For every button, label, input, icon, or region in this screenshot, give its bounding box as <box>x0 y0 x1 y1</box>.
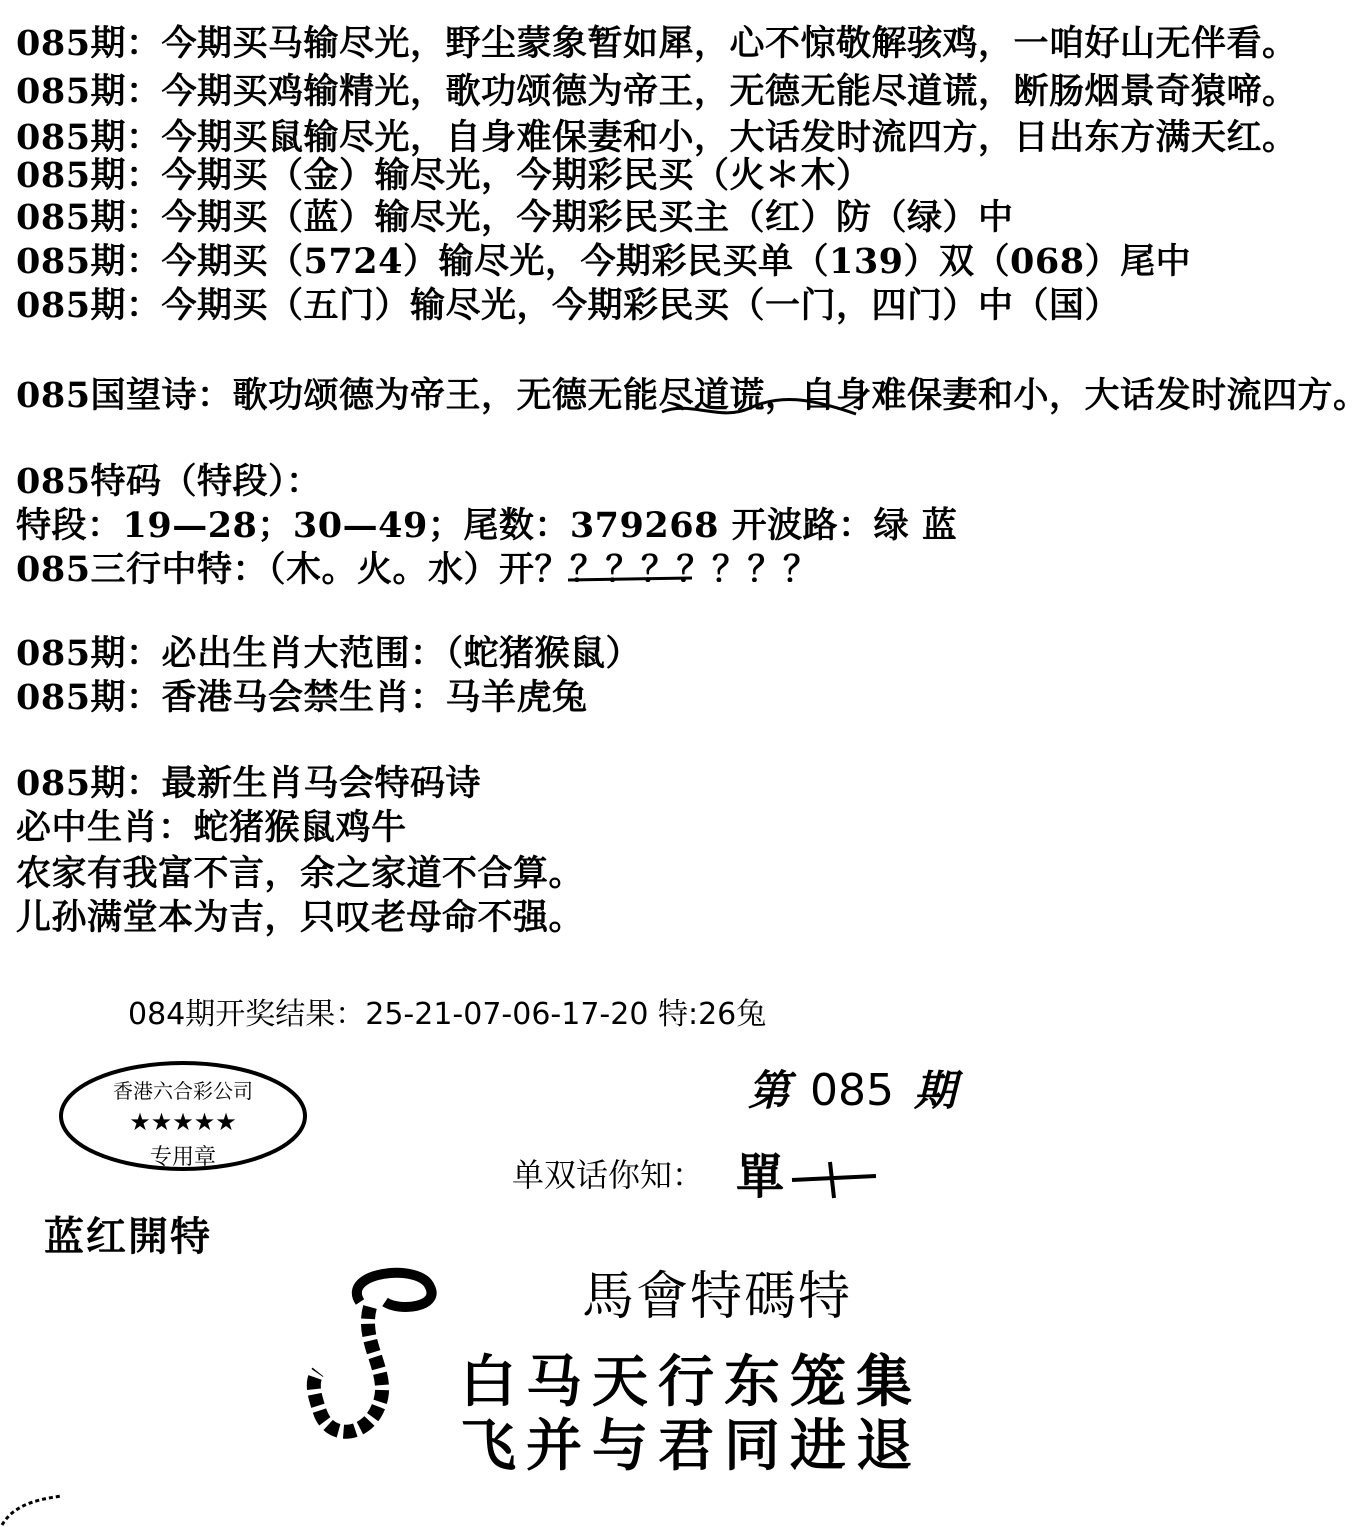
odd-even-hint: 单双话你知： <box>512 1156 705 1194</box>
special-code-heading: 085特码（特段）： <box>16 461 322 502</box>
text-line-4: 085期：今期买（金）输尽光，今期彩民买（火＊木） <box>16 155 872 196</box>
handwritten-scribble <box>660 394 860 424</box>
text-line-1: 085期：今期买马输尽光，野尘蒙象暂如犀，心不惊敬解骇鸡，一咱好山无伴看。 <box>16 23 1298 64</box>
horse-poem-line-1: 白马天行东笼集 <box>460 1350 922 1415</box>
snake-illustration <box>300 1262 450 1452</box>
horse-club-title: 馬會特碼特 <box>582 1267 853 1327</box>
national-poem: 085国望诗：歌功颂德为帝王，无德无能尽道谎，自身难保妻和小，大话发时流四方。 <box>16 375 1369 416</box>
three-elements-line: 085三行中特：（木。火。水）开？？？？？？？？ <box>16 549 819 590</box>
text-line-3: 085期：今期买鼠输尽光，自身难保妻和小，大话发时流四方，日出东方满天红。 <box>16 117 1298 158</box>
seal-bottom-text: 专用章 <box>149 1145 216 1170</box>
seal-stars: ★★★★★ <box>129 1108 237 1136</box>
seal-top-text: 香港六合彩公司 <box>113 1079 253 1103</box>
must-zodiac-line: 必中生肖：蛇猪猴鼠鸡牛 <box>16 807 407 848</box>
issue-suffix: 期 <box>914 1066 957 1115</box>
zodiac-range-line: 085期：必出生肖大范围：（蛇猪猴鼠） <box>16 633 642 674</box>
issue-number <box>748 1058 956 1118</box>
answer-scribble <box>790 1160 880 1200</box>
text-line-2: 085期：今期买鸡输精光，歌功颂德为帝王，无德无能尽道谎，断肠烟景奇猿啼。 <box>16 71 1298 112</box>
text-line-7: 085期：今期买（五门）输尽光，今期彩民买（一门，四门）中（国） <box>16 285 1121 326</box>
banned-zodiac-line: 085期：香港马会禁生肖：马羊虎兔 <box>16 677 588 718</box>
corner-scribble <box>0 1488 70 1527</box>
special-range-line: 特段：19—28；30—49；尾数：379268 开波路：绿 蓝 <box>16 505 958 546</box>
previous-result: 084期开奖结果：25-21-07-06-17-20 特:26兔 <box>128 997 767 1032</box>
issue-number-value: 085 <box>810 1065 894 1116</box>
poem-heading: 085期：最新生肖马会特码诗 <box>16 763 482 804</box>
text-line-6: 085期：今期买（5724）输尽光，今期彩民买单（139）双（068）尾中 <box>16 241 1192 282</box>
underline-stroke <box>566 574 696 586</box>
horse-poem-line-2: 飞并与君同进退 <box>460 1414 922 1479</box>
text-line-5: 085期：今期买（蓝）输尽光，今期彩民买主（红）防（绿）中 <box>16 197 1014 238</box>
poem-line-1: 农家有我富不言，余之家道不合算。 <box>16 853 585 894</box>
issue-prefix: 第 <box>748 1066 791 1115</box>
company-seal <box>58 1060 308 1172</box>
poem-line-2: 儿孙满堂本为吉，只叹老母命不强。 <box>16 897 585 938</box>
odd-even-answer: 單 <box>736 1149 785 1205</box>
blue-red-banner: 蓝红開特 <box>44 1214 212 1260</box>
